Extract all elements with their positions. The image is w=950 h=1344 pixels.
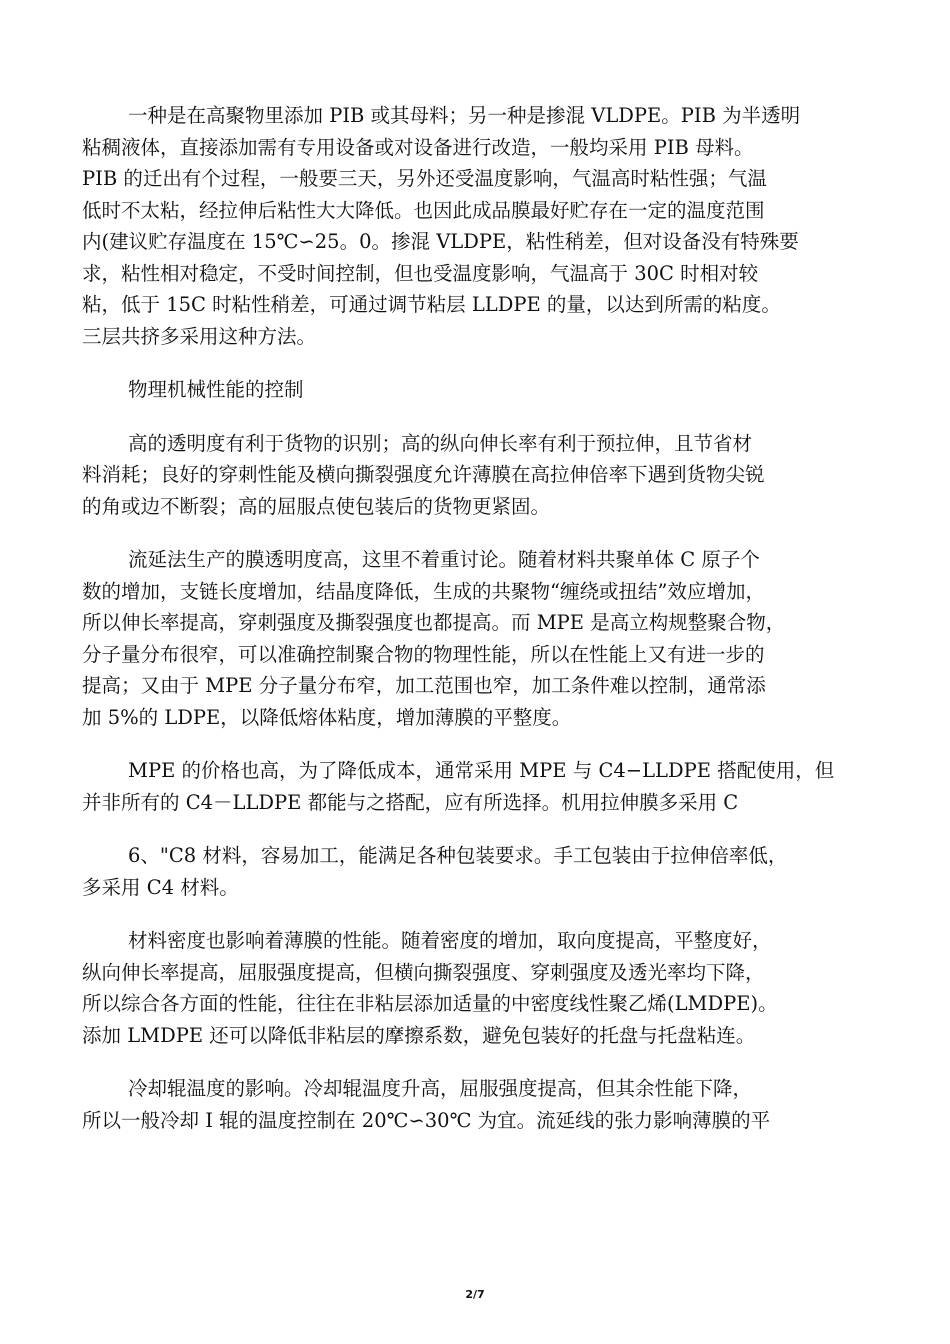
text-line: 流延法生产的膜透明度高，这里不着重讨论。随着材料共聚单体 C 原子个 — [128, 548, 760, 571]
text-line: 高的透明度有利于货物的识别；高的纵向伸长率有利于预拉伸，且节省材 — [128, 431, 753, 455]
text-line: 粘，低于 15C 时粘性稍差，可通过调节粘层 LLDPE 的量，以达到所需的粘度。 — [82, 293, 781, 316]
text-line: 冷却辊温度的影响。冷却辊温度升高，屈服强度提高，但其余性能下降， — [128, 1077, 753, 1100]
paragraph-c8-material — [82, 840, 864, 903]
paragraph-gap — [82, 903, 864, 925]
page-number: 2/7 — [465, 1288, 485, 1301]
text-line: 纵向伸长率提高，屈服强度提高，但横向撕裂强度、穿刺强度及透光率均下降， — [82, 960, 765, 984]
text-line: 料消耗；良好的穿刺性能及横向撕裂强度允许薄膜在高拉伸倍率下遇到货物尖锐 — [82, 463, 765, 486]
text-line: 内(建议贮存温度在 15℃∽25。0。掺混 VLDPE，粘性稍差，但对设备没有特殊要 — [82, 230, 799, 253]
text-line: 求，粘性相对稳定，不受时间控制，但也受温度影响，气温高于 30C 时相对较 — [82, 261, 759, 285]
text-line: 分子量分布很窄，可以准确控制聚合物的物理性能，所以在性能上又有进一步的 — [82, 642, 765, 666]
document-body — [82, 100, 864, 1136]
heading-text: 物理机械性能的控制 — [128, 378, 304, 401]
text-line: 多采用 C4 材料。 — [82, 875, 239, 899]
text-line: 提高；又由于 MPE 分子量分布窄，加工范围也窄，加工条件难以控制，通常添 — [82, 674, 766, 697]
paragraph-transparency — [82, 428, 864, 523]
paragraph-gap — [82, 352, 864, 374]
text-line: 加 5%的 LDPE，以降低熔体粘度，增加薄膜的平整度。 — [82, 705, 572, 729]
paragraph-gap — [82, 1051, 864, 1073]
section-heading — [82, 374, 864, 406]
text-line: 所以一般冷却 I 辊的温度控制在 20℃∽30℃ 为宜。流延线的张力影响薄膜的平 — [82, 1108, 771, 1132]
paragraph-gap — [82, 818, 864, 840]
paragraph-mpe-price — [82, 755, 864, 818]
paragraph-pib-vldpe — [82, 100, 864, 352]
text-line: 一种是在高聚物里添加 PIB 或其母料；另一种是掺混 VLDPE。PIB 为半透明 — [128, 104, 801, 127]
text-line: 材料密度也影响着薄膜的性能。随着密度的增加，取向度提高，平整度好， — [128, 929, 772, 952]
text-line: 所以综合各方面的性能，往往在非粘层添加适量的中密度线性聚乙烯(LMDPE)。 — [82, 992, 778, 1015]
paragraph-gap — [82, 733, 864, 755]
text-line: MPE 的价格也高，为了降低成本，通常采用 MPE 与 C4−LLDPE 搭配使用，但 — [128, 759, 835, 782]
text-line: 6、"C8 材料，容易加工，能满足各种包装要求。手工包装由于拉伸倍率低， — [128, 844, 788, 867]
paragraph-cast-film — [82, 544, 864, 733]
text-line: 三层共挤多采用这种方法。 — [82, 324, 317, 348]
paragraph-density — [82, 925, 864, 1051]
text-line: 添加 LMDPE 还可以降低非粘层的摩擦系数，避免包装好的托盘与托盘粘连。 — [82, 1023, 756, 1047]
paragraph-chill-roll — [82, 1073, 864, 1136]
text-line: 数的增加，支链长度增加，结晶度降低，生成的共聚物“缠绕或扭结”效应增加， — [82, 579, 765, 603]
text-line: 低时不太粘，经拉伸后粘性大大降低。也因此成品膜最好贮存在一定的温度范围 — [82, 198, 765, 222]
text-line: 并非所有的 C4－LLDPE 都能与之搭配，应有所选择。机用拉伸膜多采用 C — [82, 790, 739, 814]
paragraph-gap — [82, 522, 864, 544]
text-line: 的角或边不断裂；高的屈服点使包装后的货物更紧固。 — [82, 494, 551, 518]
paragraph-gap — [82, 406, 864, 428]
text-line: 粘稠液体，直接添加需有专用设备或对设备进行改造，一般均采用 PIB 母料。 — [82, 135, 754, 159]
text-line: 所以伸长率提高，穿刺强度及撕裂强度也都提高。而 MPE 是高立构规整聚合物， — [82, 611, 786, 634]
text-line: PIB 的迁出有个过程，一般要三天，另外还受温度影响，气温高时粘性强；气温 — [82, 167, 767, 190]
